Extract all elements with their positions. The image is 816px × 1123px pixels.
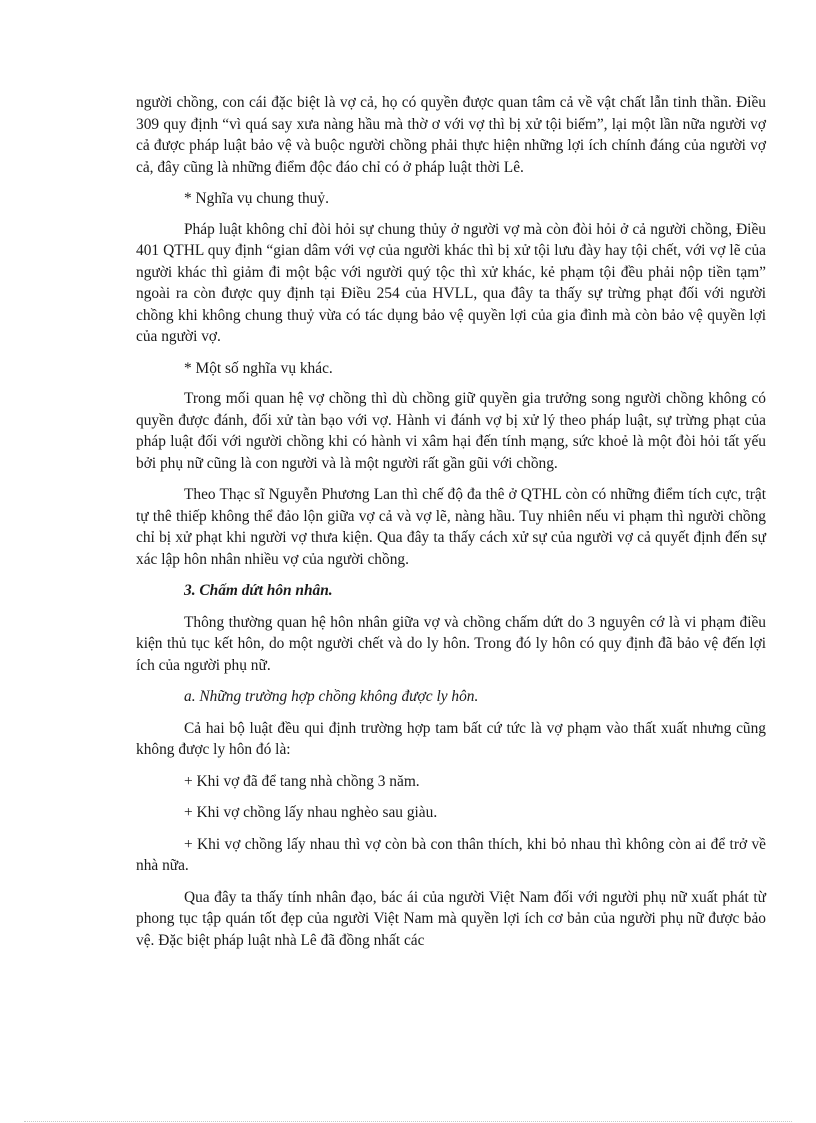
subheading-other-duties: * Một số nghĩa vụ khác. <box>184 359 333 377</box>
document-page <box>136 92 766 961</box>
subsection-heading-no-divorce: a. Những trường hợp chồng không được ly hôn. <box>184 688 479 705</box>
paragraph-no-beating: Trong mối quan hệ vợ chồng thì dù chồng giữ quyền gia trưởng song người chồng không có quyền được đánh, đối xử tàn bạo với vợ. Hành vi đánh vợ bị xử lý theo pháp luật, sự trừng phạt của pháp luật đối với người chồng khi có hành vi xâm hại đến tính mạng, sức khoẻ là một đòi hỏi tất yếu bởi phụ nữ cũng là con người và là một người rất gần gũi với chồng. <box>136 390 766 472</box>
list-item-mourning: + Khi vợ đã để tang nhà chồng 3 năm. <box>184 772 420 790</box>
subheading-fidelity-duty: * Nghĩa vụ chung thuỷ. <box>184 190 329 207</box>
list-item-no-family: + Khi vợ chồng lấy nhau thì vợ còn bà con thân thích, khi bỏ nhau thì không còn ai để trở về nhà nữa. <box>136 835 766 874</box>
paragraph-polygamy: Theo Thạc sĩ Nguyễn Phương Lan thì chế độ đa thê ở QTHL còn có những điểm tích cực, trật tự thê thiếp không thể đảo lộn giữa vợ cả và vợ lẽ, nàng hầu. Tuy nhiên nếu vi phạm thì người chồng chỉ bị xử phạt khi người vợ thưa kiện. Qua đây ta thấy cách xử sự của người vợ cả quyết định đến sự xác lập hôn nhân nhiều vợ của người chồng. <box>136 486 766 568</box>
paragraph-fidelity: Pháp luật không chỉ đòi hỏi sự chung thủy ở người vợ mà còn đòi hỏi ở cả người chồng, Điều 401 QTHL quy định “gian dâm với vợ của người khác thì bị xử tội lưu đày hay tội chết, với vợ lẽ của người khác thì giảm đi một bậc với người quý tộc thì xử khác, kẻ phạm tội đều phải nộp tiền tạm” ngoài ra còn được quy định tại Điều 254 của HVLL, qua đây ta thấy sự trừng phạt đối với người chồng khi không chung thuỷ vừa có tác dụng bảo vệ quyền lợi của gia đình mà còn bảo vệ quyền lợi của người vợ. <box>136 220 766 345</box>
list-item-poor-to-rich: + Khi vợ chồng lấy nhau nghèo sau giàu. <box>184 804 438 821</box>
paragraph-marriage-termination: Thông thường quan hệ hôn nhân giữa vợ và chồng chấm dứt do 3 nguyên cớ là vi phạm điều kiện thủ tục kết hôn, do một người chết và do ly hôn. Trong đó ly hôn có quy định đã bảo vệ đến lợi ích của người phụ nữ. <box>136 613 766 674</box>
page-bottom-divider <box>24 1121 792 1122</box>
paragraph-humanity: Qua đây ta thấy tính nhân đạo, bác ái của người Việt Nam đối với người phụ nữ xuất phát từ phong tục tập quán tốt đẹp của người Việt Nam mà quyền lợi ích cơ bản của người phụ nữ được bảo vệ. Đặc biệt pháp luật nhà Lê đã đồng nhất các <box>136 888 766 949</box>
paragraph-tam-bat-cu: Cả hai bộ luật đều qui định trường hợp tam bất cứ tức là vợ phạm vào thất xuất nhưng cũng không được ly hôn đó là: <box>136 719 766 758</box>
paragraph-husband-obligations-end: người chồng, con cái đặc biệt là vợ cả, họ có quyền được quan tâm cả về vật chất lẫn tinh thần. Điều 309 quy định “vì quá say xưa nàng hầu mà thờ ơ với vợ thì bị xử tội biếm”, lại một lần nữa người vợ cả được pháp luật bảo vệ và buộc người chồng phải thực hiện những lợi ích chính đáng của người vợ cả, đây cũng là những điểm độc đáo chỉ có ở pháp luật thời Lê. <box>136 94 766 176</box>
section-heading-end-of-marriage: 3. Chấm dứt hôn nhân. <box>184 582 333 599</box>
